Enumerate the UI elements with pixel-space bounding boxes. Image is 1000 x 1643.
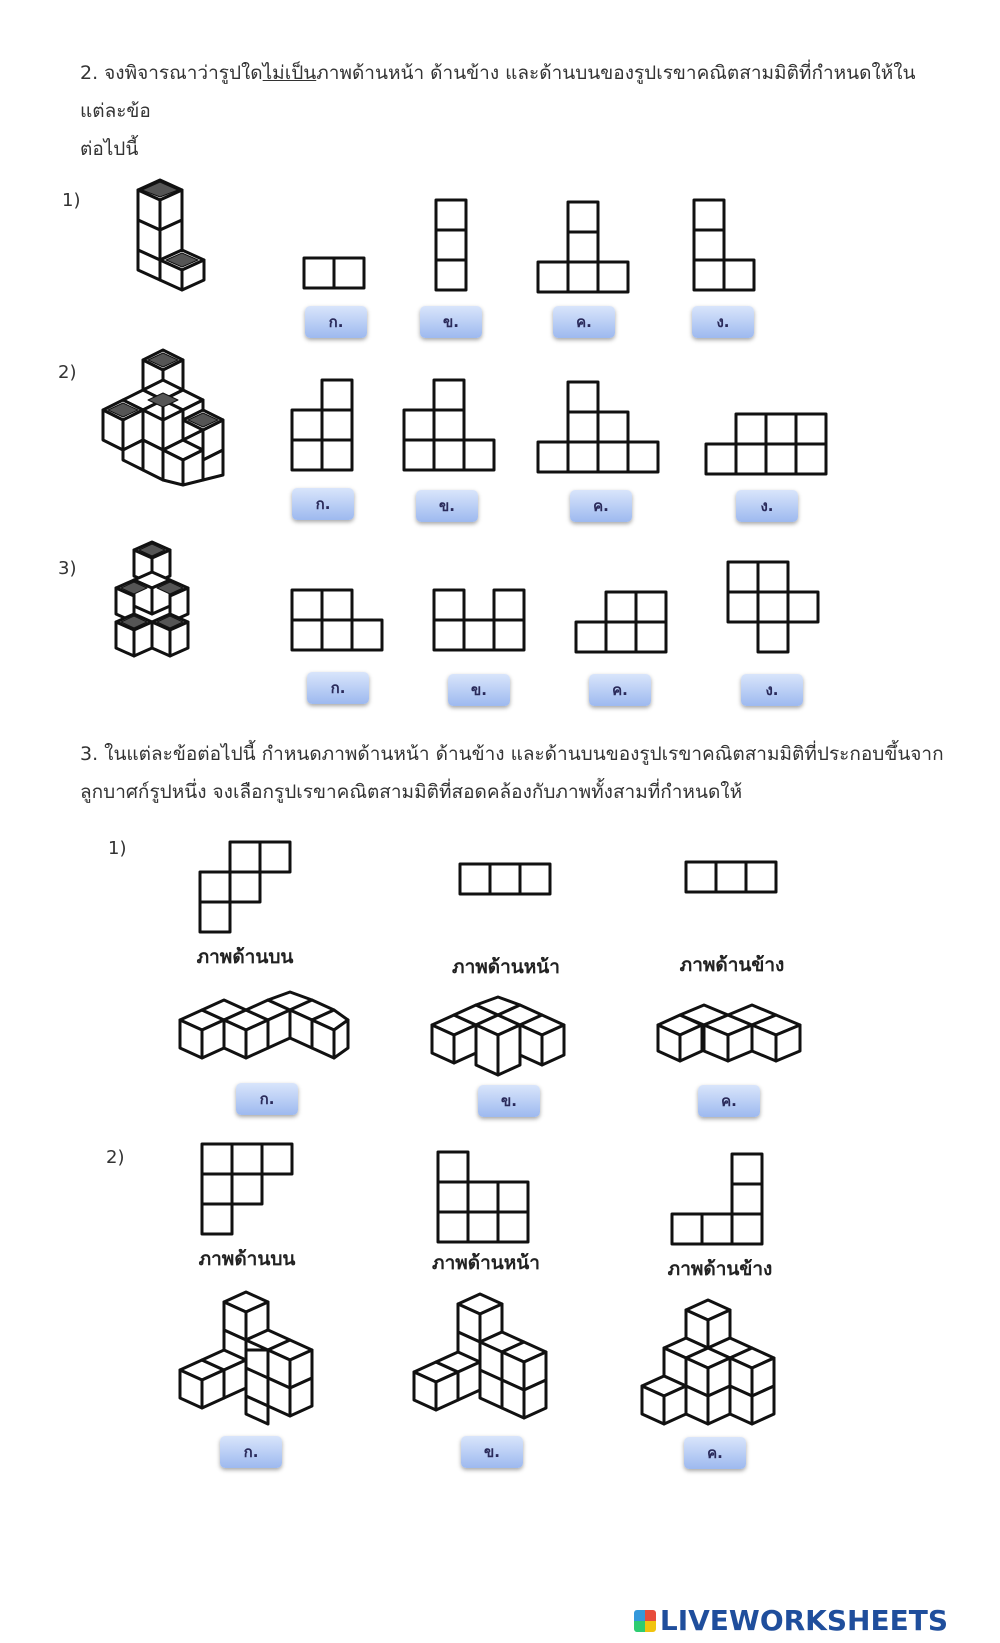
q2-item-2-view-c <box>536 380 664 476</box>
q3-item-1-top-view-label: ภาพด้านบน <box>196 946 294 968</box>
q2-item-1-view-b <box>434 198 468 292</box>
q2-item-1-number: 1) <box>62 190 81 211</box>
q2-text-line2: ต่อไปนี้ <box>80 138 139 160</box>
q3-item-1-option-b-solid <box>430 995 576 1079</box>
q2-item-1-choice-d[interactable]: ง. <box>692 306 754 338</box>
q3-item-1-choice-a[interactable]: ก. <box>236 1083 298 1115</box>
q3-item-2-front-view <box>436 1150 532 1246</box>
q3-item-1-choice-c[interactable]: ค. <box>698 1085 760 1117</box>
q3-item-2-front-view-label: ภาพด้านหน้า <box>432 1252 540 1274</box>
q2-item-3-view-a <box>290 588 386 654</box>
q3-item-2-number: 2) <box>106 1147 125 1168</box>
q2-item-3-solid-figure <box>106 538 202 662</box>
q2-item-1-choice-a[interactable]: ก. <box>305 306 367 338</box>
q3-item-1-top-view <box>198 840 294 936</box>
q2-text-post: ภาพด้านหน้า ด้านข้าง และด้านบนของรูปเรขาคณิตสามมิติที่กำหนดให้ในแต่ละข้อ <box>80 62 916 122</box>
q2-item-1-solid-figure <box>130 175 210 295</box>
q2-item-2-choice-c[interactable]: ค. <box>570 490 632 522</box>
q2-item-2-view-d <box>704 412 832 478</box>
q3-item-2-option-b-solid <box>406 1292 556 1432</box>
q2-item-3-number: 3) <box>58 558 77 579</box>
q3-item-1-side-view-label: ภาพด้านข้าง <box>679 954 785 976</box>
q2-item-2-choice-d[interactable]: ง. <box>736 490 798 522</box>
q2-prompt <box>80 54 940 168</box>
q2-item-2-number: 2) <box>58 362 77 383</box>
q3-item-1-option-c-solid <box>656 995 806 1067</box>
q3-item-2-side-view <box>670 1152 766 1248</box>
q3-item-2-side-view-label: ภาพด้านข้าง <box>667 1258 773 1280</box>
q2-item-1-choice-b[interactable]: ข. <box>420 306 482 338</box>
q2-item-2-view-a <box>290 378 354 474</box>
q2-item-1-choice-c[interactable]: ค. <box>553 306 615 338</box>
q3-item-1-front-view <box>458 862 554 898</box>
q3-item-2-choice-c[interactable]: ค. <box>684 1437 746 1469</box>
q2-item-3-view-d <box>726 560 822 656</box>
q3-text-line2: ลูกบาศก์รูปหนึ่ง จงเลือกรูปเรขาคณิตสามมิติที่สอดคล้องกับภาพทั้งสามที่กำหนดให้ <box>80 781 743 803</box>
q3-item-2-choice-a[interactable]: ก. <box>220 1436 282 1468</box>
q3-item-2-option-c-solid <box>636 1298 786 1438</box>
q3-item-2-option-a-solid <box>172 1290 322 1430</box>
q2-text-under: ไม่เป็น <box>262 62 317 84</box>
q2-item-2-solid-figure <box>98 345 228 490</box>
q2-item-3-view-b <box>432 588 528 654</box>
q3-prompt <box>80 735 960 811</box>
liveworksheets-logo-icon <box>634 1610 656 1632</box>
q3-item-2-top-view <box>200 1142 296 1238</box>
q3-item-1-side-view <box>684 860 780 896</box>
q2-item-1-view-d <box>692 198 756 292</box>
q3-item-1-number: 1) <box>108 838 127 859</box>
q2-item-3-choice-c[interactable]: ค. <box>589 674 651 706</box>
q3-item-1-option-a-solid <box>178 990 352 1070</box>
q2-item-3-choice-d[interactable]: ง. <box>741 674 803 706</box>
q2-item-2-choice-b[interactable]: ข. <box>416 490 478 522</box>
q2-item-3-view-c <box>574 590 670 656</box>
liveworksheets-logo <box>634 1604 948 1637</box>
q2-item-3-choice-b[interactable]: ข. <box>448 674 510 706</box>
q2-item-2-choice-a[interactable]: ก. <box>292 488 354 520</box>
q3-item-1-front-view-label: ภาพด้านหน้า <box>452 956 560 978</box>
q3-item-2-top-view-label: ภาพด้านบน <box>198 1248 296 1270</box>
q3-item-1-choice-b[interactable]: ข. <box>478 1085 540 1117</box>
q3-text-line1: 3. ในแต่ละข้อต่อไปนี้ กำหนดภาพด้านหน้า ด้านข้าง และด้านบนของรูปเรขาคณิตสามมิติที่ประกอบขึ้นจาก <box>80 743 944 765</box>
q2-item-3-choice-a[interactable]: ก. <box>307 672 369 704</box>
q2-text-pre: 2. จงพิจารณาว่ารูปใด <box>80 62 263 84</box>
q2-item-1-view-c <box>536 200 632 294</box>
q3-item-2-choice-b[interactable]: ข. <box>461 1436 523 1468</box>
q2-item-2-view-b <box>402 378 498 474</box>
liveworksheets-logo-text: LIVEWORKSHEETS <box>659 1604 948 1637</box>
q2-item-1-view-a <box>302 256 366 290</box>
